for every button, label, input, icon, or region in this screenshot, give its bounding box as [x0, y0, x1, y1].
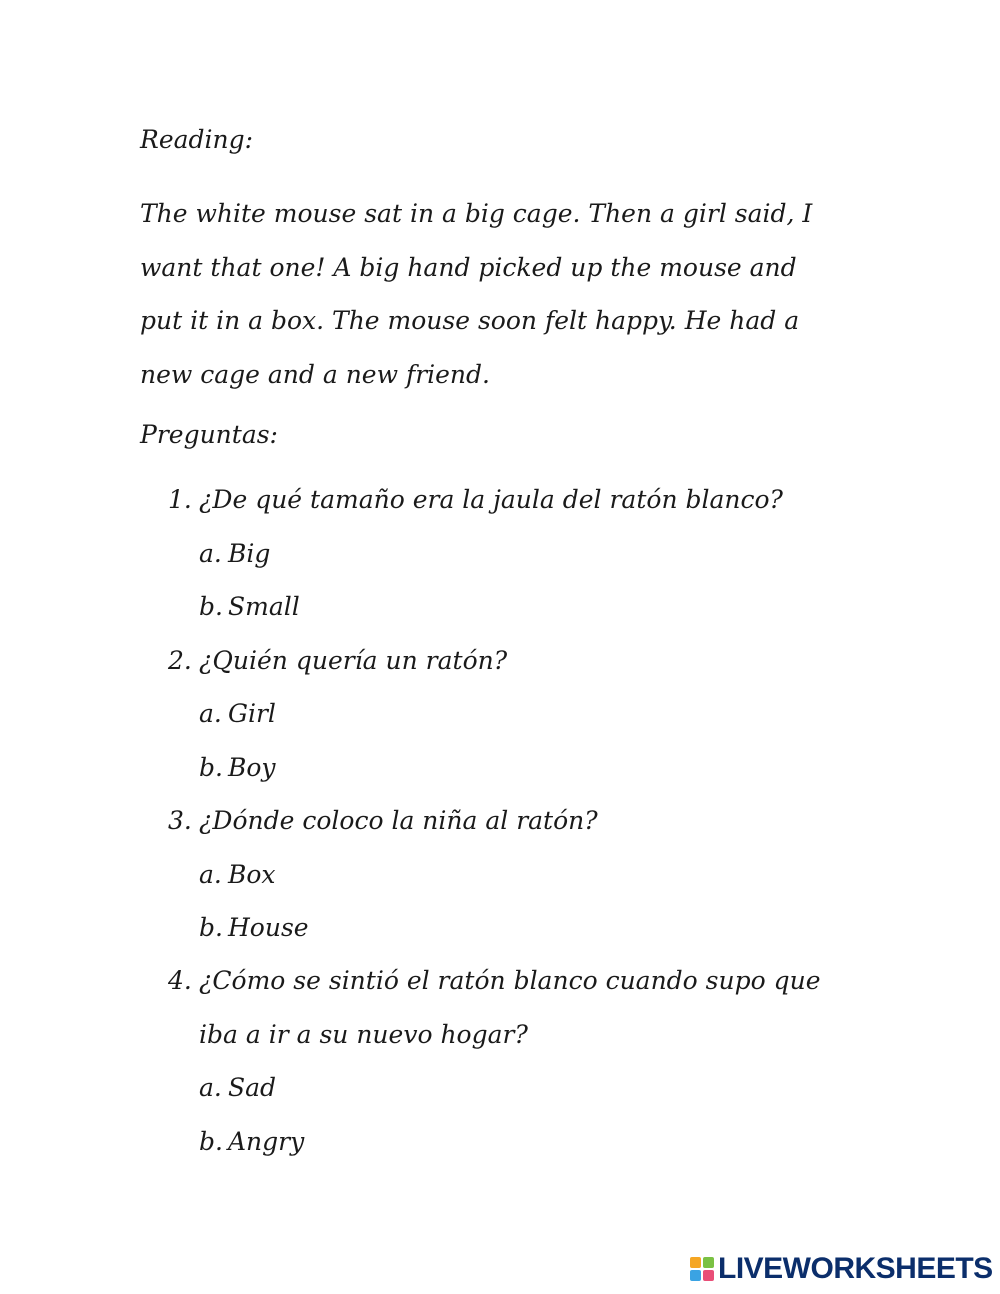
- answer-option[interactable]: [199, 913, 309, 943]
- option-text: Big: [228, 539, 271, 568]
- option-letter: b.: [199, 753, 223, 782]
- answer-option[interactable]: [199, 1127, 304, 1157]
- answer-option[interactable]: [199, 1073, 276, 1103]
- question-number: 3.: [168, 806, 192, 835]
- option-letter: b.: [199, 1127, 223, 1156]
- questions-label: Preguntas:: [140, 420, 278, 449]
- answer-option[interactable]: [199, 753, 276, 783]
- liveworksheets-logo: [690, 1254, 993, 1284]
- question-text: ¿Quién quería un ratón?: [199, 646, 508, 675]
- option-text: Sad: [228, 1073, 277, 1102]
- reading-label: Reading:: [140, 125, 254, 154]
- reading-passage: [140, 187, 850, 401]
- option-letter: a.: [199, 539, 222, 568]
- question-text: ¿De qué tamaño era la jaula del ratón blanco?: [199, 485, 783, 514]
- reading-line: new cage and a new friend.: [140, 359, 490, 389]
- logo-text: LIVEWORKSHEETS: [718, 1252, 993, 1285]
- option-letter: a.: [199, 860, 222, 889]
- question-number: 4.: [168, 966, 192, 995]
- option-letter: b.: [199, 913, 223, 942]
- option-text: House: [228, 913, 309, 942]
- reading-line: The white mouse sat in a big cage. Then a girl said, I: [140, 199, 813, 228]
- option-text: Small: [228, 592, 300, 621]
- answer-option[interactable]: [199, 860, 276, 890]
- question-text: ¿Cómo se sintió el ratón blanco cuando supo que: [199, 966, 821, 995]
- logo-block: [703, 1257, 714, 1268]
- answer-option[interactable]: [199, 539, 270, 569]
- option-text: Boy: [228, 753, 276, 782]
- option-letter: a.: [199, 1073, 222, 1102]
- logo-block: [690, 1257, 701, 1268]
- answer-option[interactable]: [199, 592, 300, 622]
- option-text: Angry: [228, 1127, 305, 1156]
- logo-block: [703, 1270, 714, 1281]
- option-text: Girl: [228, 699, 276, 728]
- question-text: ¿Dónde coloco la niña al ratón?: [199, 806, 598, 835]
- logo-blocks-icon: [690, 1257, 714, 1281]
- option-letter: a.: [199, 699, 222, 728]
- reading-line: want that one! A big hand picked up the mouse and: [140, 252, 797, 282]
- question-text: iba a ir a su nuevo hogar?: [199, 1020, 528, 1049]
- answer-option[interactable]: [199, 699, 276, 729]
- option-text: Box: [228, 860, 276, 889]
- option-letter: b.: [199, 592, 223, 621]
- question-number: 1.: [168, 485, 192, 514]
- question-number: 2.: [168, 646, 192, 675]
- logo-block: [690, 1270, 701, 1281]
- reading-line: put it in a box. The mouse soon felt happy. He had a: [140, 306, 800, 335]
